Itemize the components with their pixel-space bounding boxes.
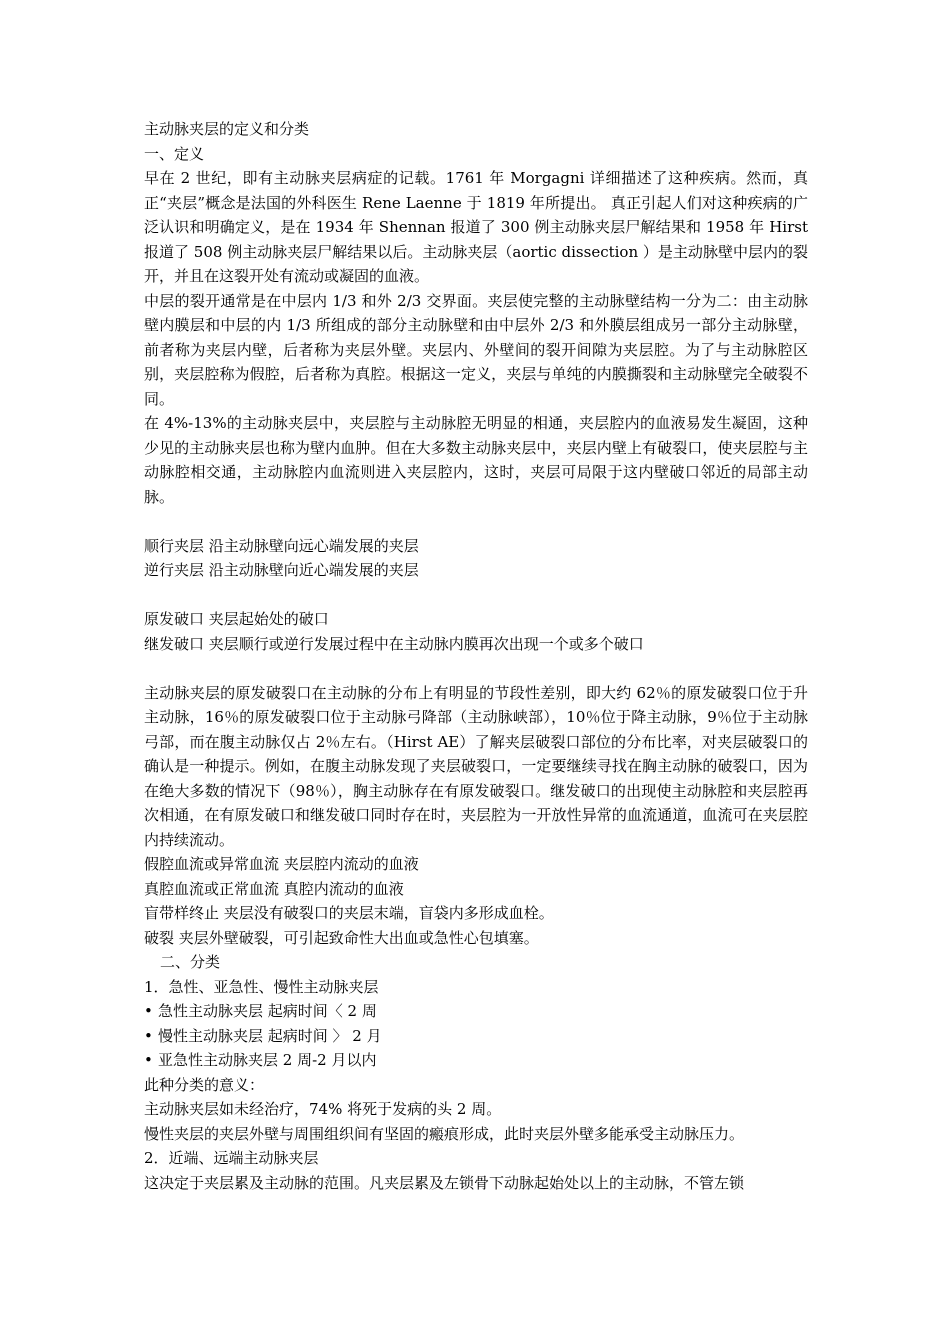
bullet-subacute-text: 亚急性主动脉夹层 2 周-2 月以内 xyxy=(158,1051,377,1069)
classification-1-title: 1．急性、亚急性、慢性主动脉夹层 xyxy=(144,977,379,996)
bullet-chronic-text: 慢性主动脉夹层 起病时间 〉 2 月 xyxy=(158,1026,382,1045)
doc-title: 主动脉夹层的定义和分类 xyxy=(144,120,310,138)
bullet-chronic xyxy=(144,1024,808,1049)
bullet-acute xyxy=(144,999,808,1024)
section-classification-heading: 二、分类 xyxy=(160,953,221,971)
definition-paragraph-3: 在 4%-13%的主动脉夹层中，夹层腔与主动脉腔无明显的相通，夹层腔内的血液易发生凝固，这种少见的主动脉夹层也称为壁内血肿。但在大多数主动脉夹层中，夹层内壁上有破裂口，使夹层腔与主动脉腔相交通，主动脉腔内血流则进入夹层腔内，这时，夹层可局限于这内壁破口邻近的局部主动脉。 xyxy=(144,414,808,506)
spacer xyxy=(144,656,808,681)
term-false-lumen-flow: 假腔血流或异常血流 夹层腔内流动的血液 xyxy=(144,855,419,873)
bullet-icon: • xyxy=(144,1026,153,1045)
term-primary-tear: 原发破口 夹层起始处的破口 xyxy=(144,610,329,628)
tear-distribution-paragraph: 主动脉夹层的原发破裂口在主动脉的分布上有明显的节段性差别，即大约 62％的原发破裂口位于升主动脉，16％的原发破裂口位于主动脉弓降部（主动脉峡部），10％位于降主动脉，9％位于主动脉弓部，而在腹主动脉仅占 2％左右。（Hirst AE）了解夹层破裂口部位的分布比率，对夹层破裂口的确认是一种提示。例如，在腹主动脉发现了夹层破裂口，一定要继续寻找在胸主动脉的破裂口，因为在绝大多数的情况下（98％），胸主动脉存在有原发破裂口。继发破口的出现使主动脉腔和夹层腔再次相通，在有原发破口和继发破口同时存在时，夹层腔为一开放性异常的血流通道，血流可在夹层腔内持续流动。 xyxy=(144,683,808,849)
term-blind-end: 盲带样终止 夹层没有破裂口的夹层末端，盲袋内多形成血栓。 xyxy=(144,904,554,922)
term-true-lumen-flow: 真腔血流或正常血流 真腔内流动的血液 xyxy=(144,879,404,898)
bullet-subacute xyxy=(144,1048,808,1073)
definition-paragraph-1: 早在 2 世纪，即有主动脉夹层病症的记载。1761 年 Morgagni 详细描述了这种疾病。然而，真正“夹层”概念是法国的外科医生 Rene Laenne 于 1819 年所提出。 真正引起人们对这种疾病的广泛认识和明确定义，是在 1934 年 Shennan 报道了 300 例主动脉夹层尸解结果和 1958 年 Hirst 报道了 508 例主动脉夹层尸解结果以后。主动脉夹层（aortic dissection ）是主动脉壁中层内的裂开，并且在这裂开处有流动或凝固的血液。 xyxy=(144,169,809,285)
section-definition-heading: 一、定义 xyxy=(144,144,205,163)
classification-2-paragraph: 这决定于夹层累及主动脉的范围。凡夹层累及左锁骨下动脉起始处以上的主动脉，不管左锁 xyxy=(144,1173,745,1192)
bullet-acute-text: 急性主动脉夹层 起病时间〈 2 周 xyxy=(158,1002,377,1020)
classification-2-title: 2．近端、远端主动脉夹层 xyxy=(144,1149,319,1167)
bullet-icon: • xyxy=(144,1002,153,1020)
spacer xyxy=(144,583,808,608)
classification-meaning-1: 主动脉夹层如未经治疗，74% 将死于发病的头 2 周。 xyxy=(144,1100,502,1118)
definition-paragraph-2: 中层的裂开通常是在中层内 1/3 和外 2/3 交界面。夹层使完整的主动脉壁结构一分为二：由主动脉壁内膜层和中层的内 1/3 所组成的部分主动脉壁和由中层外 2/3 和外膜层组成另一部分主动脉壁，前者称为夹层内壁，后者称为夹层外壁。夹层内、外壁间的裂开间隙为夹层腔。为了与主动脉腔区别，夹层腔称为假腔，后者称为真腔。根据这一定义，夹层与单纯的内膜撕裂和主动脉壁完全破裂不同。 xyxy=(144,291,808,408)
term-secondary-tear: 继发破口 夹层顺行或逆行发展过程中在主动脉内膜再次出现一个或多个破口 xyxy=(144,634,644,653)
term-retrograde-dissection: 逆行夹层 沿主动脉壁向近心端发展的夹层 xyxy=(144,561,419,579)
spacer xyxy=(144,509,808,534)
document-page xyxy=(144,117,808,1195)
classification-meaning-heading: 此种分类的意义： xyxy=(144,1075,265,1094)
term-rupture: 破裂 夹层外壁破裂，可引起致命性大出血或急性心包填塞。 xyxy=(144,928,539,947)
term-antegrade-dissection: 顺行夹层 沿主动脉壁向远心端发展的夹层 xyxy=(144,536,419,555)
bullet-icon: • xyxy=(144,1051,153,1069)
classification-meaning-2: 慢性夹层的夹层外壁与周围组织间有坚固的瘢痕形成，此时夹层外壁多能承受主动脉压力。 xyxy=(144,1124,745,1143)
